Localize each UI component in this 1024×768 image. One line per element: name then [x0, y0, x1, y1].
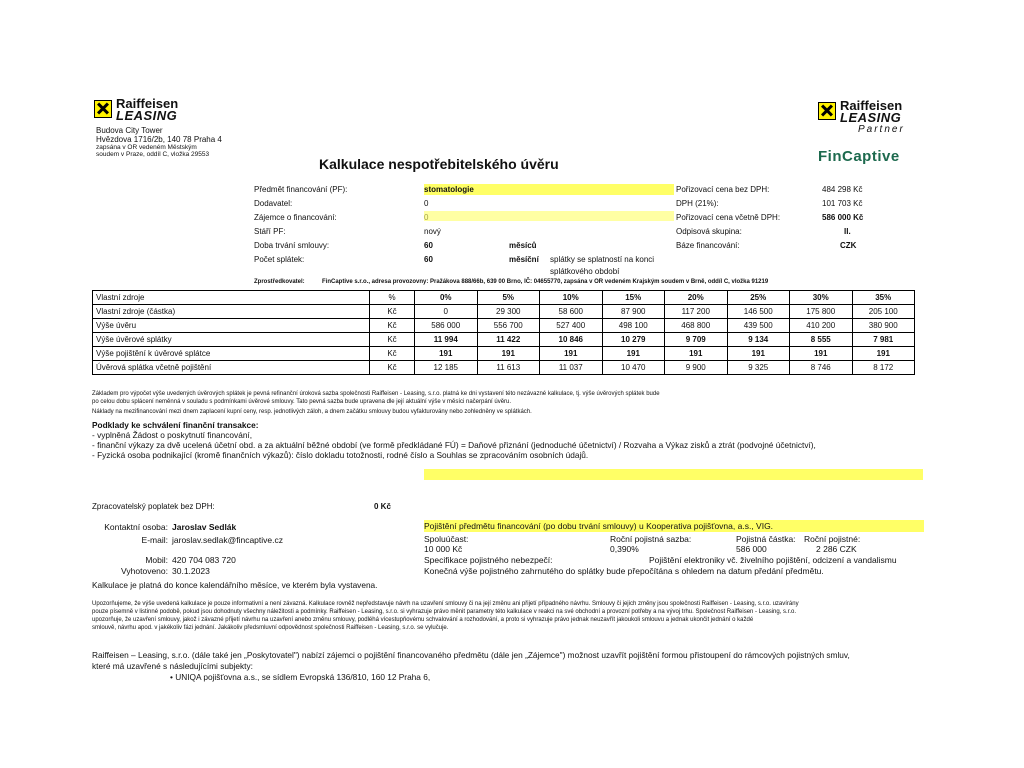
unit-installments: měsíční: [509, 255, 539, 264]
mobile-label: Mobil:: [145, 555, 168, 565]
address-line: zapsána v OR vedeném Městským: [96, 144, 197, 151]
table-cell: 410 200: [790, 319, 853, 333]
row-label: Vlastní zdroje: [93, 291, 370, 305]
row-unit: %: [370, 291, 415, 305]
label-currency: Báze financování:: [676, 241, 740, 250]
table-cell: 9 900: [665, 361, 728, 375]
created-label: Vyhotoveno:: [121, 566, 168, 576]
intermediary-label: Zprostředkovatel:: [254, 279, 305, 285]
raiffeisen-gable-icon: [818, 102, 836, 120]
fee-label: Zpracovatelský poplatek bez DPH:: [92, 502, 215, 511]
value-age: nový: [424, 227, 441, 236]
table-row: [93, 361, 915, 375]
risk-label: Specifikace pojistného nebezpečí:: [424, 555, 553, 565]
table-cell: 0: [415, 305, 478, 319]
raiffeisen-leasing-logo: [94, 98, 178, 122]
label-depreciation: Odpisová skupina:: [676, 227, 742, 236]
disclaimer: [92, 600, 922, 632]
rate-value: 0,390%: [610, 544, 639, 554]
insurance-block: [424, 520, 924, 576]
calculation-notes: [92, 390, 922, 416]
table-cell: 10 279: [602, 333, 665, 347]
table-cell: 9 134: [727, 333, 790, 347]
table-cell: 5%: [477, 291, 540, 305]
row-label: Úvěrová splátka včetně pojištění: [93, 361, 370, 375]
label-price-gross: Pořizovací cena včetně DPH:: [676, 213, 781, 222]
company-address: [96, 126, 222, 158]
table-cell: 439 500: [727, 319, 790, 333]
created-date: 30.1.2023: [172, 566, 210, 576]
table-cell: 8 746: [790, 361, 853, 375]
highlight-bar: [424, 469, 923, 480]
table-cell: 8 555: [790, 333, 853, 347]
row-unit: Kč: [370, 319, 415, 333]
table-cell: 205 100: [852, 305, 915, 319]
value-price-net: 484 298 Kč: [822, 185, 863, 194]
table-cell: 468 800: [665, 319, 728, 333]
row-unit: Kč: [370, 305, 415, 319]
intermediary-text: FinCaptive s.r.o., adresa provozovny: Pražákova 888/66b, 639 00 Brno, IČ: 04655770, zapsána v OR vedeném Krajským soudem v Brně, oddíl C, vložka 91219: [322, 279, 769, 285]
insurance-heading: Pojištění předmětu financování (po dobu trvání smlouvy) u Kooperativa pojišťovna, a.s., VIG.: [424, 520, 924, 532]
label-applicant: Zájemce o financování:: [254, 213, 337, 222]
conditions-heading: Podklady ke schválení finanční transakce:: [92, 420, 259, 430]
row-label: Výše úvěru: [93, 319, 370, 333]
label-installments: Počet splátek:: [254, 255, 305, 264]
table-cell: 117 200: [665, 305, 728, 319]
raiffeisen-gable-icon: [94, 100, 112, 118]
table-cell: 25%: [727, 291, 790, 305]
table-cell: 556 700: [477, 319, 540, 333]
address-line: soudem v Praze, oddíl C, vložka 29553: [96, 151, 210, 158]
table-row: [93, 291, 915, 305]
table-cell: 10%: [540, 291, 603, 305]
table-row: [93, 333, 915, 347]
condition-item: - vyplněná Žádost o poskytnutí financování,: [92, 430, 253, 440]
table-cell: 10 470: [602, 361, 665, 375]
risk-value: Pojištění elektroniky vč. živelního pojištění, odcizení a vandalismu: [649, 555, 897, 565]
row-unit: Kč: [370, 333, 415, 347]
label-supplier: Dodavatel:: [254, 199, 293, 208]
raiffeisen-partner-logo: [818, 100, 905, 136]
address-line: Hvězdova 1716/2b, 140 78 Praha 4: [96, 135, 222, 144]
table-cell: 30%: [790, 291, 853, 305]
table-cell: 191: [477, 347, 540, 361]
highlight-bar: [424, 211, 674, 221]
note-line: Základem pro výpočet výše uvedených úvěrových splátek je pevná refinanční úroková sazba společnosti Raiffeisen - Leasing, s.r.o. platná ke dni vystavení této nezávazné kalkulace, tj. výše úvěrových splátek bude: [92, 391, 660, 397]
label-price-net: Pořizovací cena bez DPH:: [676, 185, 770, 194]
contact-person-label: Kontaktní osoba:: [104, 522, 168, 532]
table-cell: 87 900: [602, 305, 665, 319]
table-cell: 11 422: [477, 333, 540, 347]
table-row: [93, 305, 915, 319]
value-currency: CZK: [840, 241, 857, 250]
logo-line1: Raiffeisen: [116, 96, 179, 111]
value-price-gross: 586 000 Kč: [822, 213, 864, 222]
table-cell: 11 613: [477, 361, 540, 375]
page-title: Kalkulace nespotřebitelského úvěru: [319, 156, 559, 172]
value-subject: stomatologie: [424, 185, 474, 194]
label-vat: DPH (21%):: [676, 199, 719, 208]
value-vat: 101 703 Kč: [822, 199, 863, 208]
sum-insured-label: Pojistná částka:: [736, 534, 796, 544]
footer-line: které má uzavřené s následujícími subjekty:: [92, 661, 253, 671]
premium-label: Roční pojistné:: [804, 534, 861, 544]
table-cell: 7 981: [852, 333, 915, 347]
note-line: Náklady na mezifinancování mezi dnem zaplacení kupní ceny, resp. jednotlivých záloh, a dnem začátku smlouvy budou vyfakturovány nebo zohledněny ve splátkách.: [92, 409, 532, 415]
table-cell: 0%: [415, 291, 478, 305]
table-cell: 498 100: [602, 319, 665, 333]
table-cell: 380 900: [852, 319, 915, 333]
partner-label: Partner: [858, 124, 905, 135]
deductible-value: 10 000 Kč: [424, 544, 463, 554]
table-cell: 9 709: [665, 333, 728, 347]
fee-value: 0 Kč: [374, 502, 391, 511]
condition-item: - Fyzická osoba podnikající (kromě finančních výkazů): číslo dokladu totožnosti, rodné číslo a Souhlas se zpracováním osobních údajů.: [92, 450, 589, 460]
logo-line1: Raiffeisen: [840, 98, 903, 113]
row-label: Výše úvěrové splátky: [93, 333, 370, 347]
logo-line2: LEASING: [840, 110, 902, 125]
disclaimer-line: smlouvě, návrhu apod. v jakékoliv fázi jednání. Jakákoliv předsmluvní odpovědnost společnosti Raiffeisen - Leasing, s.r.o. se vylučuje.: [92, 625, 449, 631]
row-label: Výše pojištění k úvěrové splátce: [93, 347, 370, 361]
label-duration: Doba trvání smlouvy:: [254, 241, 330, 250]
footer-insurance-info: [92, 650, 922, 683]
label-subject: Předmět financování (PF):: [254, 185, 348, 194]
table-cell: 58 600: [540, 305, 603, 319]
table-cell: 146 500: [727, 305, 790, 319]
table-cell: 12 185: [415, 361, 478, 375]
disclaimer-line: pouze písemně v listinné podobě, pokud jsou dohodnuty všechny náležitosti a podmínky. Raiffeisen - Leasing, s.r.o. si vyhrazuje právo měnit parametry této kalkulace v reakci na své obchodní a provozní potřeby a na vývoj trhu. Společnost Raiffeisen - Leasing, s.r.o.: [92, 609, 797, 615]
table-cell: 29 300: [477, 305, 540, 319]
footer-line: • UNIQA pojišťovna a.s., se sídlem Evropská 136/810, 160 12 Praha 6,: [170, 672, 431, 682]
disclaimer-line: Upozorňujeme, že výše uvedená kalkulace je pouze informativní a není závazná. Kalkulace rovněž nepředstavuje návrh na uzavření smlouvy či na její změnu ani přijetí případného návrhu. Smlouvy či jejich změny jsou společnosti Raiffeisen - Leasing, s.r.o. uzavírány: [92, 601, 799, 607]
validity-note: Kalkulace je platná do konce kalendářního měsíce, ve kterém byla vystavena.: [92, 580, 378, 590]
address-line: Budova City Tower: [96, 126, 163, 135]
installment-note: splátky se splatností na konci splátkového období: [550, 255, 655, 276]
logo-line2: LEASING: [116, 108, 178, 123]
rate-label: Roční pojistná sazba:: [610, 534, 692, 544]
table-cell: 527 400: [540, 319, 603, 333]
table-cell: 175 800: [790, 305, 853, 319]
deductible-label: Spoluúčast:: [424, 534, 469, 544]
table-cell: 191: [415, 347, 478, 361]
value-duration: 60: [424, 241, 433, 250]
value-installments: 60: [424, 255, 433, 264]
row-label: Vlastní zdroje (částka): [93, 305, 370, 319]
table-cell: 11 037: [540, 361, 603, 375]
insurance-note: Konečná výše pojistného zahrnutého do splátky bude přepočítána s ohledem na datum předání předmětu.: [424, 566, 824, 576]
table-cell: 8 172: [852, 361, 915, 375]
row-unit: Kč: [370, 361, 415, 375]
table-cell: 15%: [602, 291, 665, 305]
table-cell: 191: [790, 347, 853, 361]
sum-insured-value: 586 000: [736, 544, 767, 554]
premium-value: 2 286 CZK: [816, 544, 857, 554]
fincaptive-logo: FinCaptive: [818, 148, 900, 165]
disclaimer-line: upozorňuje, že uzavření smlouvy, jakož i závazné přijetí návrhu na uzavření anebo změnu smlouvy, podléhá vícestupňovému schvalování a rozhodování, a proto si vyhrazuje právo jednak neuzavřít jakoukoli smlouvu a jednak ukončit jednání o každé: [92, 617, 754, 623]
condition-item: - finanční výkazy za dvě ucelená účetní obd. a za aktuální běžné období (ve formě předkládané FÚ) = Daňové přiznání (jednoduché účetnictví) / Rozvaha a Výkaz zisků a ztrát (podvojné účetnictví),: [92, 440, 816, 450]
calculation-table: [92, 290, 915, 375]
value-supplier: 0: [424, 199, 429, 208]
table-row: [93, 347, 915, 361]
contact-email[interactable]: jaroslav.sedlak@fincaptive.cz: [172, 535, 283, 545]
table-cell: 191: [665, 347, 728, 361]
note-line: po celou dobu splácení neměnná v souladu s podmínkami úvěrové smlouvy. Tato pevná sazba bude upravena dle její aktuální výše v měsíci načerpání úvěru.: [92, 399, 512, 405]
table-row: [93, 319, 915, 333]
table-cell: 9 325: [727, 361, 790, 375]
table-cell: 191: [540, 347, 603, 361]
table-cell: 11 994: [415, 333, 478, 347]
table-cell: 20%: [665, 291, 728, 305]
label-age: Stáří PF:: [254, 227, 286, 236]
value-depreciation: II.: [844, 227, 851, 236]
table-cell: 191: [602, 347, 665, 361]
approval-conditions: [92, 420, 922, 460]
table-cell: 10 846: [540, 333, 603, 347]
table-cell: 586 000: [415, 319, 478, 333]
table-cell: 191: [727, 347, 790, 361]
row-unit: Kč: [370, 347, 415, 361]
email-label: E-mail:: [141, 535, 168, 545]
table-cell: 191: [852, 347, 915, 361]
contact-mobile: 420 704 083 720: [172, 555, 236, 565]
contact-person: Jaroslav Sedlák: [172, 522, 237, 532]
table-cell: 35%: [852, 291, 915, 305]
unit-duration: měsíců: [509, 241, 537, 250]
footer-line: Raiffeisen – Leasing, s.r.o. (dále také jen „Poskytovatel") nabízí zájemci o pojištění financovaného předmětu (dále jen „Zájemce") možnost uzavřít pojištění formou přistoupení do rámcových pojistných smluv,: [92, 650, 850, 660]
